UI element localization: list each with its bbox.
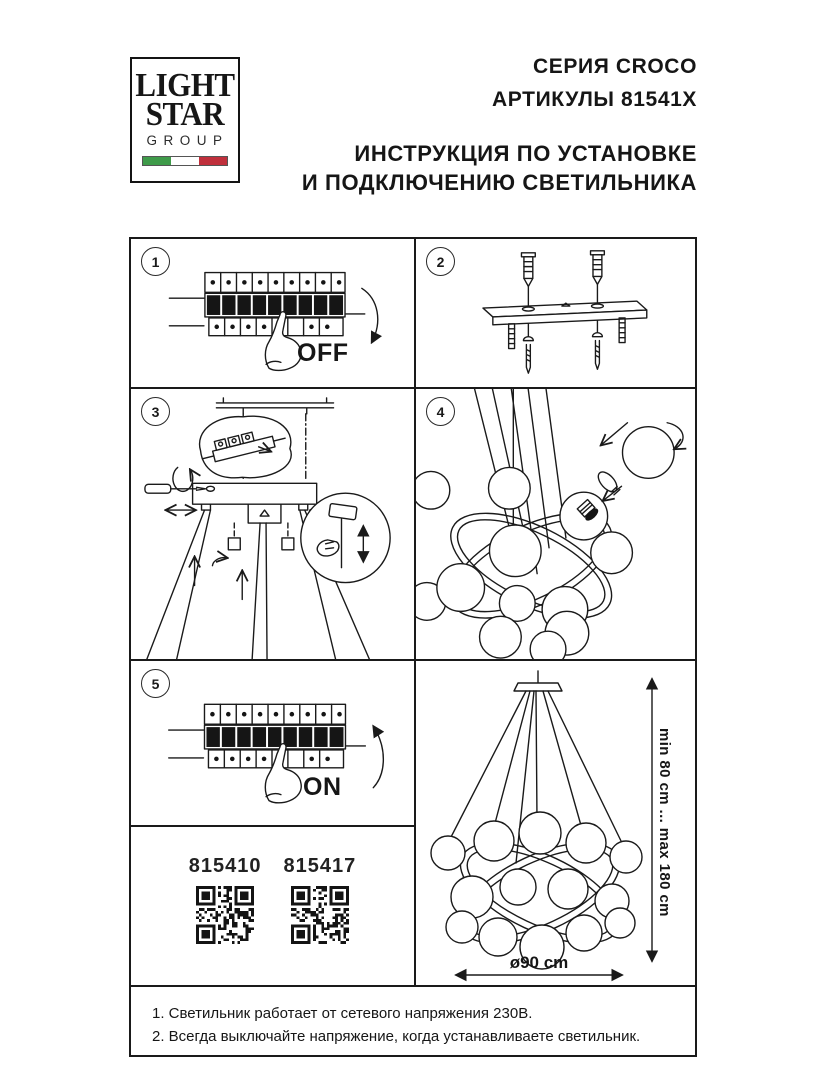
step-number-badge: 1 [141, 247, 170, 276]
bulb-icon [595, 469, 622, 497]
instruction-title-line1: ИНСТРУКЦИЯ ПО УСТАНОВКЕ [354, 141, 697, 166]
product-code: 815410 [188, 855, 262, 877]
height-range-label: min 80 cm ... max 180 cm [656, 727, 673, 917]
glass-spheres [416, 467, 632, 659]
qr-code [291, 886, 349, 944]
product-code: 815417 [283, 855, 357, 877]
bulb-install-detail [577, 423, 684, 523]
cable-lock-detail [301, 493, 390, 582]
panel-step-5 [131, 661, 416, 827]
panel-step-1 [131, 239, 416, 389]
step-number-badge: 5 [141, 669, 170, 698]
wall-anchor-icon [521, 251, 604, 287]
footer-notes [129, 985, 697, 1057]
articles-title: АРТИКУЛЫ 81541X [492, 88, 697, 111]
product-code-column [284, 855, 357, 944]
glass-spheres [431, 812, 642, 969]
italian-flag-icon [142, 156, 228, 166]
panel-dimensions [416, 661, 695, 985]
note-line: 1. Светильник работает от сетевого напряжения 230В. [152, 1005, 533, 1022]
logo-word-star: STAR [145, 94, 225, 133]
mounting-bracket-illustration [416, 239, 695, 387]
chandelier-dimensions-illustration [416, 661, 695, 985]
step-number-badge: 2 [426, 247, 455, 276]
instruction-steps-grid [129, 237, 697, 987]
circuit-breaker-on-illustration [131, 661, 414, 825]
sphere-detail [623, 427, 675, 479]
logo-word-group: GROUP [146, 133, 229, 148]
product-code-column [189, 855, 262, 944]
panel-step-2 [416, 239, 695, 389]
instruction-title-line2: И ПОДКЛЮЧЕНИЮ СВЕТИЛЬНИКА [301, 170, 697, 195]
canopy-wiring-illustration [131, 389, 414, 659]
flag-green [143, 157, 171, 165]
qr-code [196, 886, 254, 944]
on-label: ON [303, 773, 342, 801]
document-header [302, 50, 697, 197]
panel-step-4 [416, 389, 695, 661]
lightstar-logo [130, 57, 240, 183]
off-label: OFF [297, 339, 349, 367]
bracket-bar [483, 301, 647, 325]
chandelier-assembly-illustration [416, 389, 695, 659]
logo-word-light: LIGHT [135, 65, 235, 104]
step-number-badge: 3 [141, 397, 170, 426]
note-line: 2. Всегда выключайте напряжение, когда устанавливаете светильник. [152, 1028, 641, 1045]
screw-icons [523, 333, 602, 373]
series-title: СЕРИЯ CROCO [533, 55, 697, 78]
flag-white [171, 157, 199, 165]
diameter-label: ø90 cm [509, 953, 569, 972]
panel-step-3 [131, 389, 416, 661]
circuit-breaker-off-illustration [131, 239, 414, 387]
flag-red [199, 157, 227, 165]
step-number-badge: 4 [426, 397, 455, 426]
panel-product-codes [131, 827, 416, 985]
